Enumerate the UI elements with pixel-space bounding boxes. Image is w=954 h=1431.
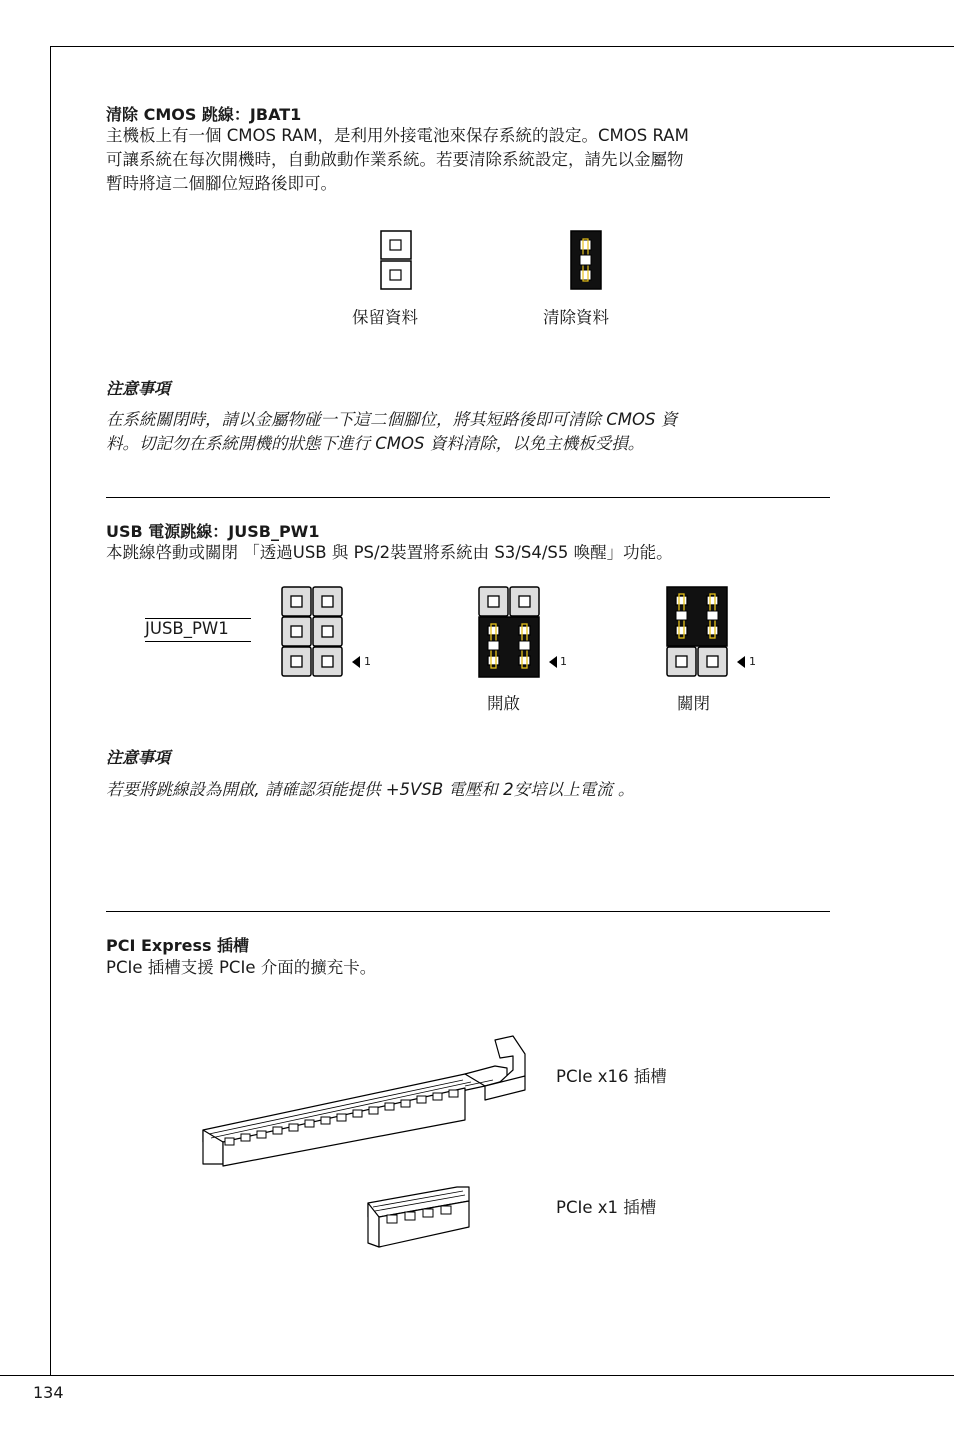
jusb-disable-diagram xyxy=(666,586,728,678)
page-frame-left xyxy=(50,46,51,1376)
pcie-x16-label: PCIe x16 插槽 xyxy=(556,1067,667,1086)
jusb-note-heading: 注意事項 xyxy=(106,748,171,767)
jbat-clear-label: 清除資料 xyxy=(543,308,609,327)
jusb-connector-label: JUSB_PW1 xyxy=(145,619,229,638)
jusb-enable-diagram xyxy=(478,586,540,678)
pcie-x16-slot-illustration xyxy=(195,1030,540,1170)
jbat-note-heading: 注意事項 xyxy=(106,379,171,398)
jusb-heading: USB 電源跳線：JUSB_PW1 xyxy=(106,522,320,541)
jusb-enable-label: 開啟 xyxy=(487,694,520,713)
jbat-note-body: 在系統關閉時，請以金屬物碰一下這二個腳位，將其短路後即可清除 CMOS 資 料。切記勿在系統開機的狀態下進行 CMOS 資料清除，以免主機板受損。 xyxy=(106,410,678,453)
jusb-note-body: 若要將跳線設為開啟, 請確認須能提供 +5VSB 電壓和 2安培以上電流 。 xyxy=(106,780,635,799)
jbat-keep-label: 保留資料 xyxy=(352,308,418,327)
jusb-label-overline xyxy=(145,618,251,619)
section-divider xyxy=(106,497,830,498)
jbat-body: 主機板上有一個 CMOS RAM，是利用外接電池來保存系統的設定。CMOS RAM 可讓系統在每次開機時，自動啟動作業系統。若要清除系統設定，請先以金屬物 暫時將這二個腳位短路後即可。 xyxy=(106,126,689,193)
jusb-pin1-marker-a: 1 xyxy=(364,655,371,668)
jusb-disable-label: 關閉 xyxy=(677,694,710,713)
jbat-keep-diagram xyxy=(380,230,412,290)
page-frame-top xyxy=(50,46,954,47)
jusb-label-underline xyxy=(145,641,251,642)
jusb-pin1-marker-c: 1 xyxy=(749,655,756,668)
section-divider xyxy=(106,911,830,912)
jusb-pin-header-diagram xyxy=(281,586,343,678)
jbat-heading: 清除 CMOS 跳線：JBAT1 xyxy=(106,105,302,124)
jusb-pin1-marker-b: 1 xyxy=(560,655,567,668)
pcie-x1-slot-illustration xyxy=(365,1185,475,1250)
pcie-x1-label: PCIe x1 插槽 xyxy=(556,1198,657,1217)
page-number: 134 xyxy=(33,1383,64,1402)
jusb-body: 本跳線啓動或關閉 「透過USB 與 PS/2裝置將系統由 S3/S4/S5 喚醒」功能。 xyxy=(106,543,673,562)
page-frame-bottom xyxy=(0,1375,954,1376)
pcie-heading: PCI Express 插槽 xyxy=(106,936,250,955)
jbat-clear-diagram xyxy=(570,230,602,290)
pcie-body: PCIe 插槽支援 PCIe 介面的擴充卡。 xyxy=(106,958,377,977)
